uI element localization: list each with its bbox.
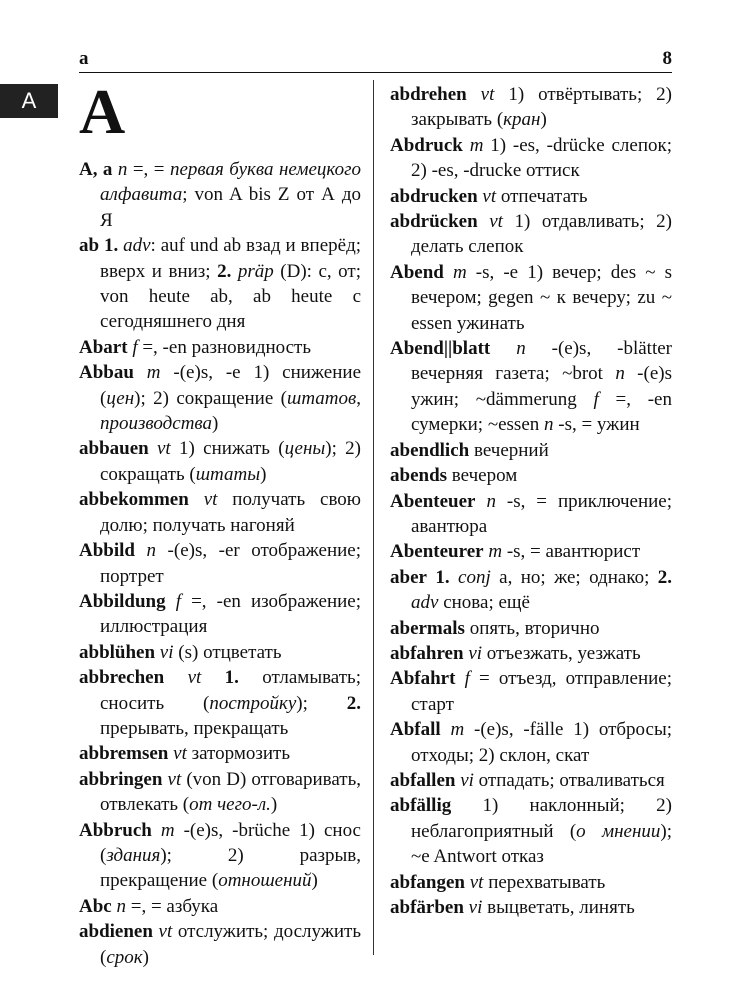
dictionary-entry: abermals опять, вторично <box>390 617 600 639</box>
grammar-label: цен <box>106 387 135 409</box>
entry-headword: Abbau <box>79 362 134 384</box>
section-letter: A <box>79 76 126 147</box>
dictionary-entry: abbekommen vt получать свою долю; получать нагоняй <box>79 489 361 536</box>
grammar-label: m <box>450 719 465 741</box>
entry-headword: abbauen <box>79 438 149 460</box>
entry-headword: Abend||blatt <box>390 338 491 360</box>
entry-headword: abendlich <box>390 439 470 461</box>
grammar-label: vt <box>187 667 202 689</box>
page-number: 8 <box>662 48 672 69</box>
grammar-label: n <box>516 338 526 360</box>
dictionary-entry: abfahren vi отъезжать, уезжать <box>390 642 641 664</box>
entry-headword: 1. <box>103 235 119 257</box>
grammar-label: отношений <box>218 870 312 892</box>
grammar-label: vi <box>468 897 483 918</box>
dictionary-entry: Abart f =, -en разновидность <box>79 336 312 358</box>
entry-headword: abblühen <box>79 641 156 663</box>
left-column <box>79 157 361 970</box>
grammar-label: n <box>544 414 554 436</box>
grammar-label: m <box>160 819 175 841</box>
grammar-label: vi <box>460 769 474 791</box>
dictionary-entry: Abbildung f =, -en изображение; иллюстрация <box>79 590 362 638</box>
dictionary-entry: Abfall m -(e)s, -fälle 1) отбросы; отходы; 2) склон, скат <box>390 719 673 766</box>
dictionary-entry: abdrehen vt 1) отвёртывать; 2) закрывать (кран) <box>390 84 673 131</box>
grammar-label: vt <box>489 211 503 233</box>
dictionary-entry: abbauen vt 1) снижать (цены); 2) сокращать (штаты) <box>79 438 361 485</box>
dictionary-entry: Abbruch m -(e)s, -brüche 1) снос (здания); 2) разрыв, прекращение (отношений) <box>79 819 361 892</box>
entry-headword: 1. <box>224 667 239 689</box>
grammar-label: n <box>146 540 157 562</box>
dictionary-entry: Abbau m -(e)s, -e 1) снижение (цен); 2) сокращение (штатов, производства) <box>79 362 362 435</box>
grammar-label: vt <box>167 768 182 790</box>
entry-headword: Abbruch <box>79 819 152 841</box>
dictionary-entry: Abend m -s, -e 1) вечер; des ~ s вечером; gegen ~ к вечеру; zu ~ essen ужинать <box>390 261 672 334</box>
dictionary-entry: Abc n =, = азбука <box>79 895 219 917</box>
entry-headword: abbringen <box>79 768 163 790</box>
entry-headword: abfällig <box>390 795 452 817</box>
dictionary-entry: Abfahrt f = отъезд, отправление; старт <box>390 668 672 715</box>
grammar-label: первая буква немецкого алфавита <box>100 159 361 206</box>
grammar-label: f <box>464 668 470 690</box>
grammar-label: adv <box>123 235 151 257</box>
dictionary-entry: abbringen vt (von D) отговаривать, отвлекать (от чего-л.) <box>79 768 362 816</box>
grammar-label: vt <box>173 743 187 765</box>
dictionary-entry: abfärben vi выцветать, линять <box>390 897 635 918</box>
grammar-label: кран <box>503 109 541 131</box>
entry-headword: abfangen <box>390 871 465 893</box>
entry-headword: 2. <box>657 566 673 588</box>
grammar-label: vt <box>482 185 497 207</box>
entry-headword: Abc <box>79 895 112 917</box>
grammar-label: m <box>452 261 467 283</box>
entry-headword: aber <box>390 566 427 588</box>
entry-headword: abbekommen <box>79 489 189 511</box>
grammar-label: vi <box>468 642 483 664</box>
grammar-label: f <box>132 336 138 358</box>
dictionary-entry: abfällig 1) наклонный; 2) неблагоприятный (о мнении); ~e Antwort отказ <box>390 795 672 868</box>
grammar-label: n <box>486 490 496 512</box>
entry-headword: A, a <box>79 159 113 180</box>
thumb-index-tab: A <box>0 84 58 118</box>
entry-headword: abdrehen <box>390 84 467 105</box>
grammar-label: постройку <box>209 692 297 714</box>
grammar-label: цены <box>284 438 326 460</box>
grammar-label: n <box>116 895 126 917</box>
entry-headword: ab <box>79 235 100 257</box>
entry-headword: abfahren <box>390 642 464 664</box>
entry-headword: 1. <box>435 566 450 588</box>
dictionary-entry: A, a n =, = первая буква немецкого алфавита; von A bis Z от А до Я <box>79 159 361 231</box>
running-head-letter: a <box>79 48 89 69</box>
column-divider <box>373 80 374 955</box>
entry-headword: Abdruck <box>390 134 463 156</box>
dictionary-entry: abblühen vi (s) отцветать <box>79 641 282 663</box>
entry-headword: abdrücken <box>390 211 478 233</box>
grammar-label: о мнении <box>576 820 661 842</box>
dictionary-entry: Abend||blatt n -(e)s, -blätter вечерняя газета; ~brot n -(e)s ужин; ~dämmerung f =, -en сумерки; ~essen n -s, = ужин <box>390 338 672 436</box>
entry-headword: abfärben <box>390 897 464 918</box>
dictionary-entry: abbrechen vt 1. отламывать; сносить (постройку); 2. прерывать, прекращать <box>79 667 361 739</box>
entry-headword: abbrechen <box>79 667 165 689</box>
grammar-label: n <box>117 159 128 180</box>
entry-headword: abbremsen <box>79 743 169 765</box>
entry-headword: abends <box>390 465 448 487</box>
dictionary-entry: ab 1. adv: auf und ab взад и вперёд; вверх и вниз; 2. präp (D): с, от; von heute ab, ab heute с сегодняшнего дня <box>79 235 362 333</box>
grammar-label: vt <box>480 84 495 105</box>
entry-headword: Abbild <box>79 540 135 562</box>
entry-headword: Abenteuer <box>390 490 476 512</box>
header-rule <box>79 72 672 73</box>
dictionary-entry: aber 1. conj а, но; же; однако; 2. adv снова; ещё <box>390 566 673 614</box>
dictionary-entry: abdrücken vt 1) отдавливать; 2) делать слепок <box>390 211 672 258</box>
grammar-label: m <box>146 362 161 384</box>
grammar-label: производства <box>100 413 213 435</box>
entry-headword: Abend <box>390 261 444 283</box>
entry-headword: Abfahrt <box>390 668 456 690</box>
entry-headword: Abfall <box>390 719 441 741</box>
dictionary-entry: abfangen vt перехватывать <box>390 871 606 893</box>
grammar-label: срок <box>106 946 143 968</box>
entry-headword: Abbildung <box>79 590 166 612</box>
dictionary-entry: Abdruck m 1) -es, -drücke слепок; 2) -es, -drucke оттиск <box>390 134 672 182</box>
dictionary-entry: Abenteuer n -s, = приключение; авантюра <box>390 490 673 537</box>
dictionary-entry: abends вечером <box>390 465 518 487</box>
grammar-label: adv <box>411 592 439 614</box>
grammar-label: здания <box>106 844 161 866</box>
grammar-label: от чего-л. <box>189 794 271 816</box>
entry-headword: 2. <box>346 692 361 714</box>
dictionary-entry: abbremsen vt затормозить <box>79 743 290 765</box>
entry-headword: Abenteurer <box>390 541 484 563</box>
grammar-label: n <box>615 363 625 385</box>
grammar-label: штаты <box>195 463 261 485</box>
dictionary-entry: abdrucken vt отпечатать <box>390 185 588 207</box>
grammar-label: vi <box>159 641 174 663</box>
dictionary-entry: abendlich вечерний <box>390 439 549 461</box>
grammar-label: m <box>469 134 484 156</box>
grammar-label: präp <box>237 260 274 282</box>
dictionary-entry: abdienen vt отслужить; дослужить (срок) <box>79 921 362 968</box>
entry-headword: 2. <box>217 260 232 282</box>
grammar-label: vt <box>469 871 484 893</box>
grammar-label: m <box>488 541 503 563</box>
entry-headword: abdienen <box>79 921 153 943</box>
grammar-label: штатов <box>286 387 357 409</box>
grammar-label: conj <box>458 566 491 588</box>
grammar-label: vt <box>157 438 171 460</box>
dictionary-entry: abfallen vi отпадать; отваливаться <box>390 769 665 791</box>
page-header <box>79 48 672 70</box>
grammar-label: f <box>593 388 599 410</box>
dictionary-entry: Abbild n -(e)s, -er отображение; портрет <box>79 540 362 587</box>
grammar-label: vt <box>203 489 218 511</box>
grammar-label: f <box>175 590 181 612</box>
right-column <box>390 82 672 920</box>
entry-headword: abfallen <box>390 769 456 791</box>
entry-headword: abermals <box>390 617 465 639</box>
dictionary-entry: Abenteurer m -s, = авантюрист <box>390 541 641 563</box>
entry-headword: Abart <box>79 336 128 358</box>
entry-headword: abdrucken <box>390 185 478 207</box>
grammar-label: vt <box>158 921 173 943</box>
